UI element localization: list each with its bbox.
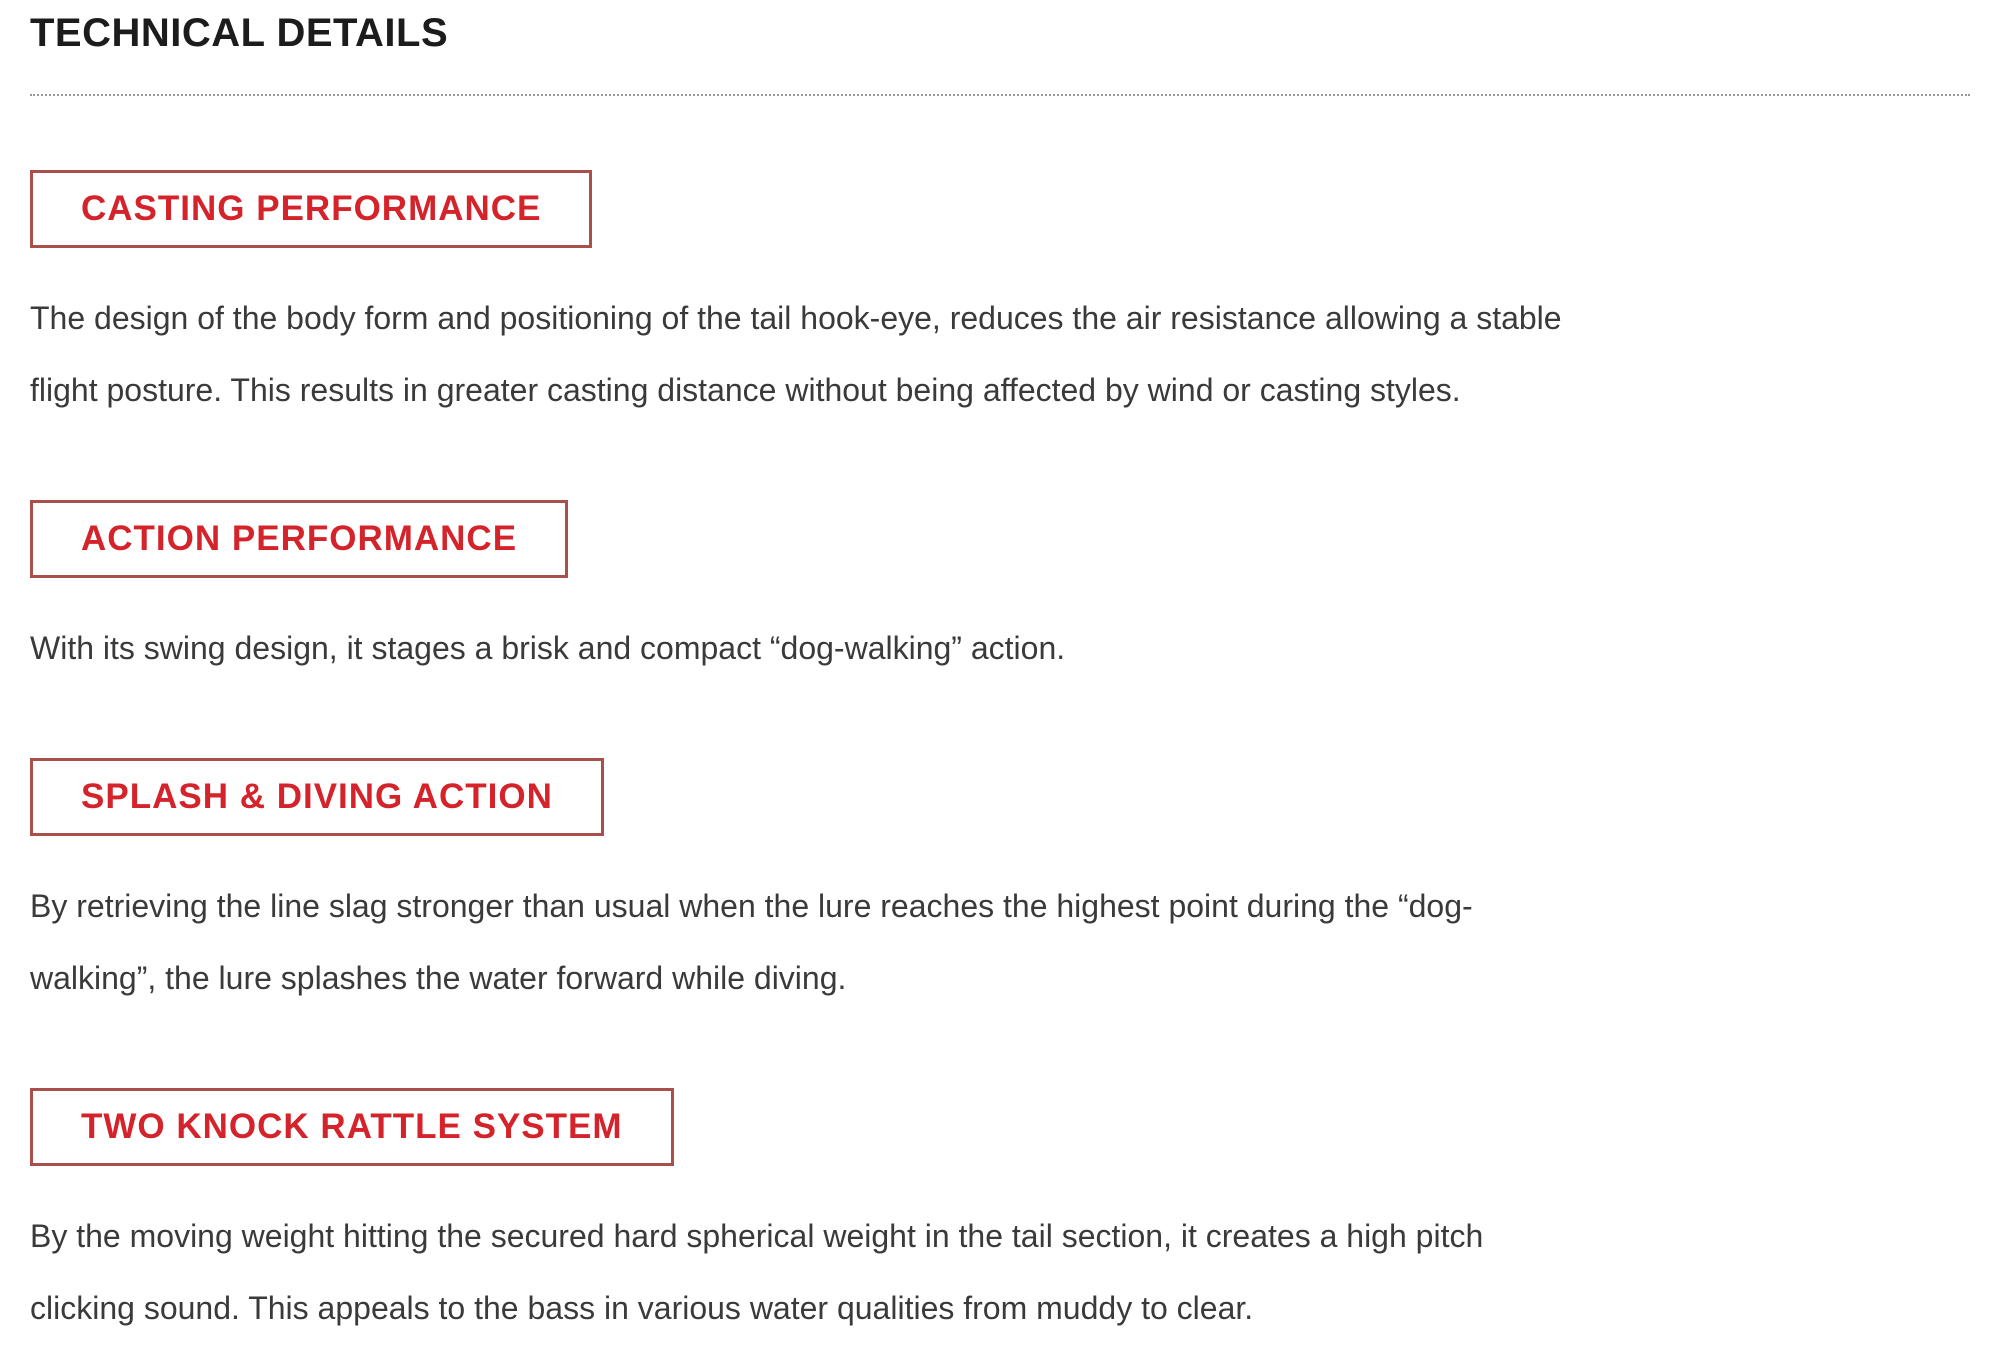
section-heading-box [30,758,604,836]
section-paragraph [30,612,1970,684]
section-action-performance [30,500,1970,684]
paragraph-line: By retrieving the line slag stronger than usual when the lure reaches the highest point during the “dog- [30,888,1473,924]
paragraph-line: The design of the body form and positioning of the tail hook-eye, reduces the air resistance allowing a stable [30,300,1562,336]
paragraph-line: clicking sound. This appeals to the bass in various water qualities from muddy to clear. [30,1290,1254,1326]
section-casting-performance [30,170,1970,426]
section-heading-box [30,500,568,578]
section-heading-box [30,170,592,248]
section-heading-label: ACTION PERFORMANCE [81,519,518,558]
section-splash-diving-action [30,758,1970,1014]
section-heading-label: TWO KNOCK RATTLE SYSTEM [81,1107,623,1146]
paragraph-line: By the moving weight hitting the secured hard spherical weight in the tail section, it creates a high pitch [30,1218,1484,1254]
section-heading-label: CASTING PERFORMANCE [81,189,542,228]
page-title: TECHNICAL DETAILS [30,11,449,55]
paragraph-line: flight posture. This results in greater casting distance without being affected by wind or casting styles. [30,372,1461,408]
paragraph-line: With its swing design, it stages a brisk and compact “dog-walking” action. [30,630,1066,666]
section-heading-box [30,1088,674,1166]
title-divider [30,94,1970,96]
section-paragraph [30,282,1970,426]
section-paragraph [30,1200,1970,1344]
section-two-knock-rattle-system [30,1088,1970,1344]
section-paragraph [30,870,1970,1014]
paragraph-line: walking”, the lure splashes the water forward while diving. [30,960,847,996]
section-heading-label: SPLASH & DIVING ACTION [81,777,553,816]
